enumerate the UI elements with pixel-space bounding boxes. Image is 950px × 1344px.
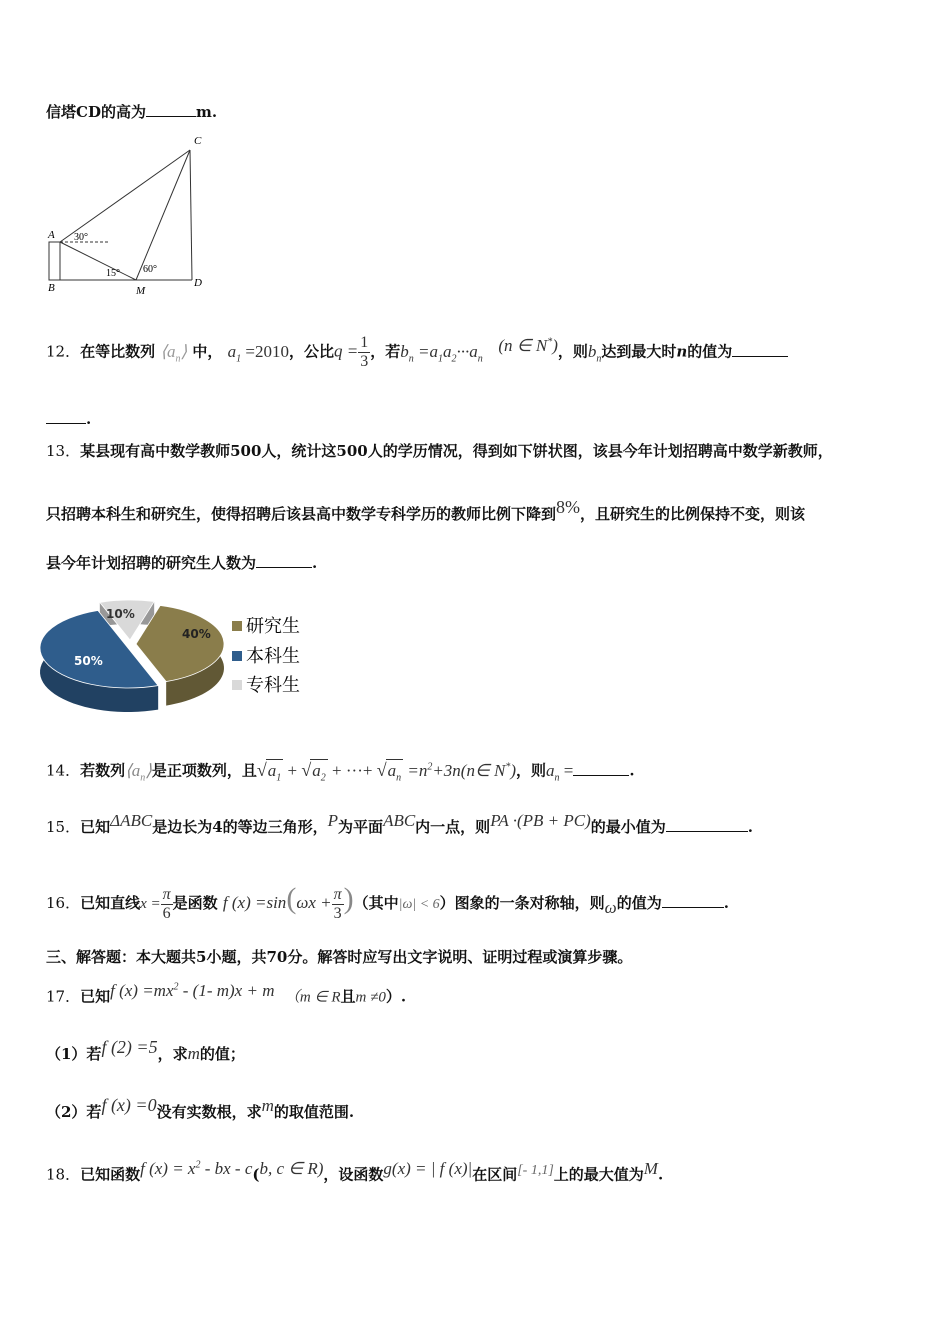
pie-label-junior: 10% [106, 607, 135, 621]
q16-cond: |ω| < 6 [398, 897, 440, 912]
q17-p2-label: （2）若 [46, 1103, 102, 1121]
q15-p: P [327, 811, 339, 830]
q17-f [110, 981, 274, 1000]
q17-p1-end: 的值； [199, 1045, 245, 1063]
q15-t2: 是边长为4的等边三角形， [152, 818, 328, 836]
q12-q-den: 3 [360, 353, 369, 370]
q12-bn-b: b [400, 341, 409, 361]
q14-dots: + ···+ [332, 760, 373, 780]
q14-an [546, 760, 574, 784]
q18-f-sup: 2 [195, 1159, 201, 1170]
q18-t2: ，设函数 [323, 1165, 384, 1184]
q12-t7: 的值为 [687, 342, 733, 361]
q12-bn-s2: 2 [451, 352, 457, 364]
q11-t2: CD [76, 103, 101, 121]
legend-swatch-junior [232, 680, 242, 690]
q13-line2 [46, 497, 806, 525]
q12-t3: ，公比 [288, 342, 334, 361]
q17-t1: 已知 [80, 987, 111, 1006]
legend-swatch-research [232, 621, 242, 631]
q16-t1: 已知直线 [80, 894, 141, 912]
angle-60: 60° [143, 264, 157, 275]
q17-p1-mid: ，求 [157, 1045, 188, 1063]
q14-an-sub: n [554, 772, 560, 784]
q16-line: 16．已知直线x = $\frac{\pi}{6}$ 是函数 f (x) =sin(ωx + $\frac{\pi}{3}$ )（其中|ω| < 6）图象的一条对称轴，则ω的值为 . [46, 882, 729, 922]
q17-p1-m: m [187, 1044, 200, 1063]
q17-f-rest: - (1- m)x + m [182, 980, 275, 1000]
q14-seq-a: a [131, 760, 141, 780]
q17-part2 [46, 1095, 355, 1123]
pie-chart [40, 596, 320, 720]
q12-a1-a: a [227, 341, 237, 361]
q14-s3-sub: n [396, 772, 402, 784]
q18-line [46, 1160, 663, 1188]
tower-figure [40, 130, 220, 300]
q18-number: 18． [46, 1165, 81, 1184]
q14-rhs-sup: 2 [427, 761, 433, 772]
q16-x-num: π [162, 885, 171, 903]
q14-t2: 是正项数列，且 [151, 761, 257, 780]
q16-end: . [723, 894, 729, 912]
q14-rhs2: +3n(n∈ N [432, 760, 506, 780]
legend-bachelor: 本科生 [246, 646, 300, 667]
q12-line2 [46, 408, 91, 430]
q17-line [46, 982, 406, 1009]
q18-M: M [643, 1158, 658, 1178]
q15-t3: 为平面 [338, 818, 384, 836]
q14-number: 14． [46, 761, 81, 780]
q14-sum: $√a_1 + √a_2$ + ···+ $√a_n$ $=n^2+3n(n\in$ N*) [257, 761, 516, 780]
q14-seq-sub: n [140, 772, 146, 784]
legend-junior: 专科生 [246, 675, 300, 696]
q16-number: 16． [46, 894, 81, 912]
label-b: B [48, 282, 55, 294]
q17-cond-mid: 且 [340, 987, 356, 1006]
q16-t5: 的值为 [616, 894, 662, 912]
q17-f-sup: 2 [173, 981, 179, 992]
pie-label-bachelor: 50% [74, 654, 103, 668]
answer-blank-cont[interactable] [46, 409, 86, 424]
legend-research: 研究生 [246, 616, 300, 637]
q12-q-num: 1 [360, 334, 369, 351]
q13-line2b: ，且研究生的比例保持不变，则该 [580, 505, 806, 523]
q18-cond: b, c ∈ R) [259, 1158, 324, 1178]
q14-eq: = [563, 760, 574, 780]
q12-bn [400, 341, 483, 364]
pie-label-research: 40% [182, 627, 211, 641]
answer-blank[interactable] [662, 893, 724, 908]
q18-f [140, 1159, 252, 1178]
q12-a1-val: =2010 [245, 341, 289, 361]
q12-q-frac [358, 334, 370, 371]
q12-bn-b2: a [442, 341, 452, 361]
q17-p2-expr: f (x) =0 [101, 1095, 157, 1115]
q16-x: x = [140, 896, 161, 912]
label-d: D [194, 277, 202, 289]
q12-t2: 中， [192, 342, 223, 361]
q12-cond-end: ) [552, 335, 558, 355]
q14-rhs2-end: ) [510, 760, 517, 780]
line-am [60, 242, 136, 280]
q16-x-frac [161, 886, 173, 923]
q12-t5: ，则 [557, 342, 588, 361]
q15-t5: 的最小值为 [590, 818, 666, 836]
q14-end: . [629, 761, 635, 780]
q17-part1 [46, 1037, 245, 1065]
q14-rhs2-sup: * [505, 761, 511, 772]
q13-number: 13． [46, 442, 81, 460]
q14-t3: ，则 [516, 761, 547, 780]
q14-plus: + [287, 760, 298, 780]
q13-line3-text: 县今年计划招聘的研究生人数为 [46, 554, 257, 572]
q12-bn-a: =a [417, 341, 438, 361]
q16-w: ω [604, 898, 617, 917]
q12-cond [498, 336, 557, 355]
q13-line2a: 只招聘本科生和研究生，使得招聘后该县高中数学专科学历的教师比例下降到 [46, 505, 557, 523]
answer-blank[interactable] [573, 761, 629, 776]
q16-x-den: 6 [162, 904, 171, 922]
q14-line [46, 756, 635, 789]
q15-end: . [747, 818, 753, 836]
q17-cond-b: m ≠0 [355, 989, 386, 1006]
q18-end: . [657, 1165, 664, 1184]
q17-f-a: f (x) =mx [110, 980, 174, 1000]
q16-arg-den: 3 [333, 904, 342, 922]
q17-p2-m: m [261, 1096, 274, 1115]
q16-t4: ）图象的一条对称轴，则 [439, 894, 605, 912]
q15-abc: ABC [383, 811, 416, 830]
q11-t1: 信塔 [46, 103, 77, 121]
answer-blank[interactable] [732, 342, 788, 357]
q14-rhs: =n [407, 760, 428, 780]
q13-pct: 8% [556, 497, 581, 517]
q12-cond-sup: * [547, 335, 553, 347]
q15-number: 15． [46, 818, 81, 836]
label-m: M [136, 285, 146, 297]
q17-cond-end: ）. [385, 987, 407, 1006]
q12-q: q = [333, 341, 359, 361]
q12-end: . [86, 410, 92, 428]
q16-arg-num: π [333, 885, 342, 903]
q16-t2: 是函数 [172, 894, 218, 912]
q17-p2-mid: 没有实数根，求 [156, 1103, 262, 1121]
q17-p2-end: 的取值范围. [273, 1103, 355, 1121]
q13-line1-text: 某县现有高中数学教师500人，统计这500人的学历情况，得到如下饼状图，该县今年计划招聘高中数学新教师， [80, 442, 833, 460]
answer-blank[interactable] [256, 553, 312, 568]
q18-interval: [- 1,1] [517, 1162, 554, 1178]
q16-arg-a: ωx + [296, 893, 332, 912]
q17-p1-label: （1）若 [46, 1045, 102, 1063]
q12-line1 [46, 334, 788, 371]
q12-t4: ，若 [370, 342, 401, 361]
q13-line3 [46, 552, 317, 574]
q18-t4: 上的最大值为 [553, 1165, 644, 1184]
q17-p1-expr: f (2) =5 [101, 1037, 158, 1057]
q12-t1: 在等比数列 [80, 342, 156, 361]
label-c: C [194, 135, 202, 147]
q13-end: . [312, 554, 318, 572]
q11-text [46, 101, 217, 123]
q12-bn2-sub: n [596, 352, 602, 364]
q18-g: g(x) = | f (x)| [383, 1158, 473, 1178]
q14-seq: $⟨a_n⟩$ [125, 760, 152, 784]
q18-paren: ( [252, 1165, 260, 1184]
q16-t3: （其中 [353, 894, 399, 912]
q14-s1: a [267, 760, 277, 780]
q12-seq-sub: n [175, 352, 181, 364]
q12-bn-s1: 1 [437, 352, 443, 364]
q12-cond-a: (n ∈ N [498, 335, 548, 355]
q12-bn2-b: b [587, 341, 597, 361]
answer-blank[interactable] [146, 102, 196, 117]
q14-s3: a [387, 760, 397, 780]
q12-bn-c: ···a [456, 341, 478, 361]
q16-f: f (x) =sin [222, 893, 287, 912]
q14-s2: a [312, 760, 321, 780]
q12-seq-a: a [166, 341, 176, 361]
q12-a1 [227, 341, 289, 364]
q16-arg-frac [332, 886, 344, 923]
q12-seq: $⟨a_n⟩$ [160, 341, 188, 364]
q11-t3: 的高为 [100, 103, 146, 121]
q15-line [46, 811, 753, 838]
q18-t1: 已知函数 [80, 1165, 141, 1184]
q12-bn-s3: n [477, 352, 483, 364]
angle-30: 30° [74, 232, 88, 243]
q15-expr: PA ·(PB + PC) [490, 811, 591, 830]
angle-15: 15° [106, 268, 120, 279]
q15-t4: 内一点，则 [415, 818, 491, 836]
q18-f-rest: - bx - c [204, 1158, 253, 1178]
label-a: A [48, 229, 55, 241]
q14-t1: 若数列 [80, 761, 126, 780]
q11-end: . [211, 103, 218, 121]
q12-number: 12． [46, 342, 81, 361]
q14-an-a: a [546, 760, 555, 780]
q15-t1: 已知 [80, 818, 111, 836]
section-title: 三、解答题：本大题共5小题，共70分。解答时应写出文字说明、证明过程或演算步骤。 [46, 948, 633, 966]
q12-n: n [676, 342, 688, 361]
q17-number: 17． [46, 987, 81, 1006]
q12-bn2 [587, 341, 602, 364]
q17-cond-a: （m ∈ R [284, 989, 341, 1006]
q12-t6: 达到最大时 [601, 342, 677, 361]
legend-swatch-bachelor [232, 651, 242, 661]
q14-s2-sub: 2 [320, 772, 326, 784]
q18-f-a: f (x) = x [140, 1158, 196, 1178]
tower-line [190, 150, 192, 280]
q15-tri: ΔABC [110, 811, 153, 830]
building-rect [49, 242, 60, 280]
q18-t3: 在区间 [472, 1165, 518, 1184]
q14-s1-sub: 1 [276, 772, 282, 784]
q11-unit: m [195, 103, 212, 121]
q12-a1-sub: 1 [236, 352, 242, 364]
q12-bn-sub: n [408, 352, 414, 364]
answer-blank[interactable] [666, 817, 748, 832]
q13-line1 [46, 440, 833, 462]
